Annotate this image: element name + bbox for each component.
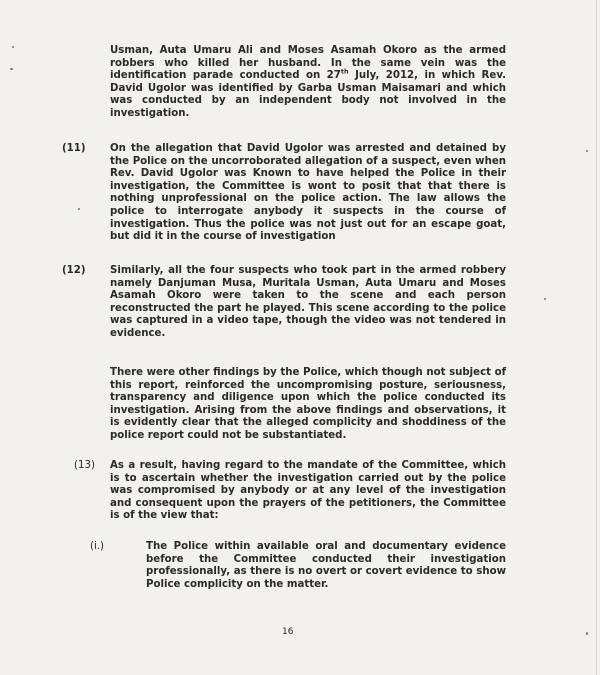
page-edge-line (596, 0, 597, 675)
findings-paragraph: There were other findings by the Police, which though not subject of this report, reinforced the uncompromising posture, seriousness, transparency and diligence upon which the police conducted its investigation. Arising from the above findings and observations, it is evidently clear that the alleged complicity and shoddiness of the police report could not be substantiated. (110, 367, 506, 441)
scan-speck (544, 298, 546, 300)
item-number-11: (11) (62, 143, 86, 154)
subitem-text: The Police within available oral and documentary evidence before the Committee conducted their investigation professionally, as there is no overt or covert evidence to show Police complicity on the matter. (146, 541, 506, 590)
scan-speck (12, 46, 14, 48)
page-number: 16 (282, 627, 294, 637)
item-13-text: As a result, having regard to the mandate of the Committee, which is to ascertain whether the investigation carried out by the police was compromised by anybody or at any level of the investigation and consequent upon the prayers of the petitioners, the Committee is of the view that: (110, 460, 506, 522)
intro-text-end: July, 2012, in which Rev. David Ugolor was identified by Garba Usman Maisamari and which was conducted by an independent body not involved in the investigation. (110, 70, 506, 119)
intro-text: Usman, Auta Umaru Ali and Moses Asamah Okoro as the armed robbers who killed her husband. In the same vein was the identification parade conducted on 27 (110, 45, 506, 82)
scan-speck (586, 632, 588, 635)
intro-superscript: th (340, 67, 349, 76)
item-number-13: (13) (74, 460, 95, 471)
item-12-text: Similarly, all the four suspects who took part in the armed robbery namely Danjuman Musa, Muritala Usman, Auta Umaru and Moses Asamah Okoro were taken to the scene and each person reconstructed the part he played. This scene according to the police was captured in a video tape, though the video was not tendered in evidence. (110, 265, 506, 339)
scan-speck (586, 150, 588, 152)
item-number-12: (12) (62, 265, 86, 276)
scan-speck (78, 208, 80, 210)
subitem-number: (i.) (90, 541, 105, 552)
intro-paragraph (110, 45, 506, 121)
item-11-text: On the allegation that David Ugolor was arrested and detained by the Police on the uncorroborated allegation of a suspect, even when Rev. David Ugolor was Known to have helped the Police in their investigation, the Committee is wont to posit that that there is nothing unprofessional on the police action. The law allows the police to interrogate anybody it suspects in the course of investigation. Thus the police was not just out for an escape goat, but did it in the course of investigation (110, 143, 506, 243)
scan-speck (10, 68, 13, 70)
